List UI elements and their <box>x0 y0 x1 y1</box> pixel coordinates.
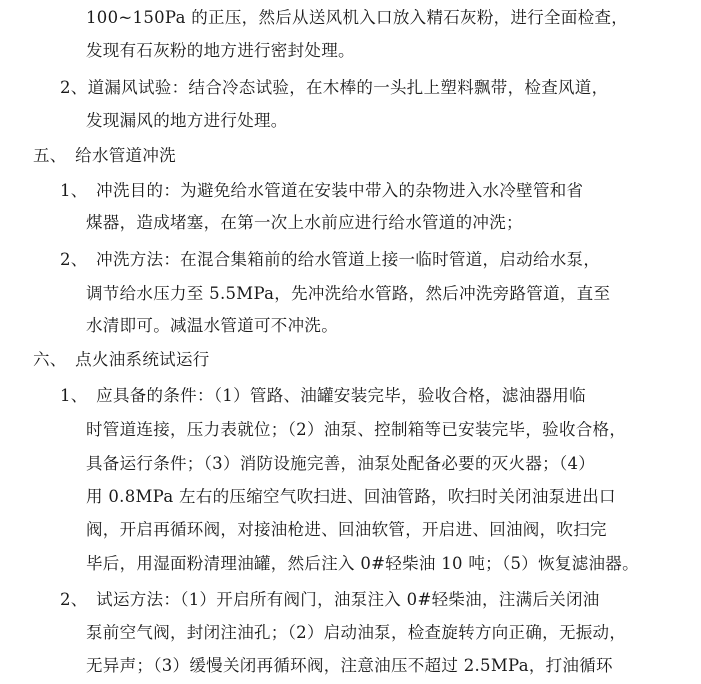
text-line: 毕后，用湿面粉清理油罐，然后注入 0#轻柴油 10 吨；（5）恢复滤油器。 <box>86 554 639 573</box>
text-line: 无异声；（3）缓慢关闭再循环阀，注意油压不超过 2.5MPa，打油循环 <box>86 656 613 675</box>
text-line: 1、 应具备的条件：（1）管路、油罐安装完毕，验收合格，滤油器用临 <box>60 386 586 405</box>
text-line: 泵前空气阀，封闭注油孔；（2）启动油泵，检查旋转方向正确，无振动， <box>86 623 627 642</box>
section-heading: 六、 点火油系统试运行 <box>33 350 210 369</box>
text-line: 调节给水压力至 5.5MPa，先冲洗给水管路，然后冲洗旁路管道，直至 <box>86 284 611 303</box>
text-line: 2、 冲洗方法：在混合集箱前的给水管道上接一临时管道，启动给水泵， <box>60 250 601 269</box>
text-line: 2、 试运方法：（1）开启所有阀门，油泵注入 0#轻柴油，注满后关闭油 <box>60 590 600 609</box>
text-line: 发现有石灰粉的地方进行密封处理。 <box>86 41 355 60</box>
text-line: 1、 冲洗目的：为避免给水管道在安装中带入的杂物进入水冷壁管和省 <box>60 181 584 200</box>
text-line: 用 0.8MPa 左右的压缩空气吹扫进、回油管路，吹扫时关闭油泵进出口 <box>86 487 616 506</box>
section-heading: 五、 给水管道冲洗 <box>33 146 176 165</box>
text-line: 100~150Pa 的正压，然后从送风机入口放入精石灰粉，进行全面检查， <box>86 8 629 27</box>
text-line: 煤器，造成堵塞，在第一次上水前应进行给水管道的冲洗； <box>86 213 523 232</box>
text-line: 时管道连接，压力表就位；（2）油泵、控制箱等已安装完毕，验收合格， <box>86 420 627 439</box>
text-line: 具备运行条件；（3）消防设施完善，油泵处配备必要的灭火器；（4） <box>86 454 596 473</box>
text-line: 发现漏风的地方进行处理。 <box>86 111 288 130</box>
text-line: 水清即可。减温水管道可不冲洗。 <box>86 316 338 335</box>
text-line: 2、道漏风试验：结合冷态试验，在木棒的一头扎上塑料飘带，检查风道， <box>60 78 609 97</box>
text-line: 阀，开启再循环阀，对接油枪进、回油软管，开启进、回油阀，吹扫完 <box>86 520 607 539</box>
